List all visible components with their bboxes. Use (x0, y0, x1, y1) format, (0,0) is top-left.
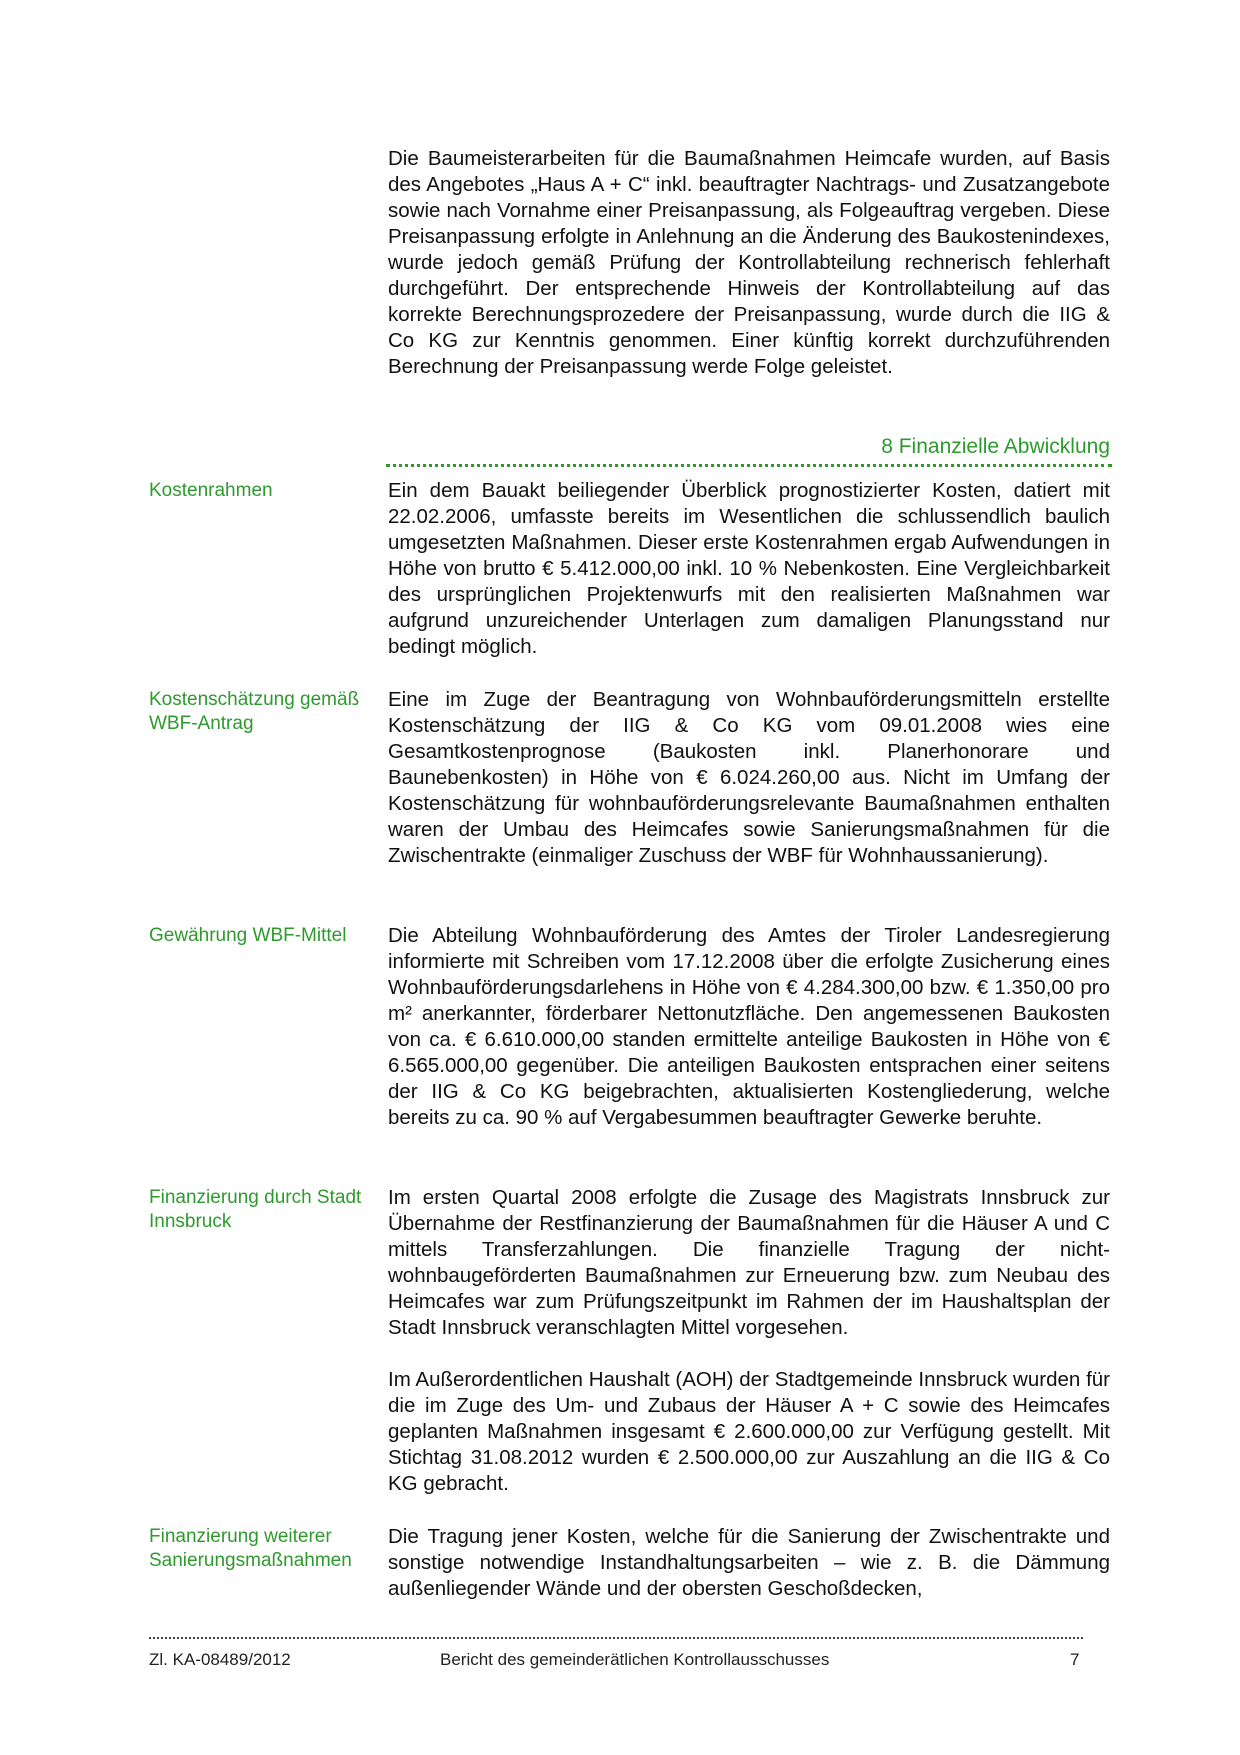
paragraph-aoh: Im Außerordentlichen Haushalt (AOH) der Stadtgemeinde Innsbruck wurden für die im Zuge des Um- und Zubaus der Häuser A + C sowie des Heimcafes geplanten Maßnahmen insgesamt € 2.600.000,00 zur Verfügung gestellt. Mit Stichtag 31.08.2012 wurden € 2.500.000,00 zur Auszahlung an die IIG & Co KG gebracht. (388, 1368, 1110, 1495)
section-divider (386, 464, 1112, 467)
footer-title: Bericht des gemeinderätlichen Kontrollausschusses (440, 1650, 830, 1669)
footer-reference: Zl. KA-08489/2012 (149, 1650, 291, 1669)
footer-divider (149, 1637, 1083, 1639)
paragraph-kostenschaetzung: Eine im Zuge der Beantragung von Wohnbauförderungsmitteln erstellte Kostenschätzung der IIG & Co KG vom 09.01.2008 wies eine Gesamtkostenprognose (Baukosten inkl. Planerhonorare und Baunebenkosten) in Höhe von € 6.024.260,00 aus. Nicht im Umfang der Kostenschätzung für wohnbauförderungsrelevante Baumaßnahmen enthalten waren der Umbau des Heimcafes sowie Sanierungsmaßnahmen für die Zwischentrakte (einmaliger Zuschuss der WBF für Wohnhaussanierung). (388, 688, 1110, 867)
paragraph-stadt-innsbruck: Im ersten Quartal 2008 erfolgte die Zusage des Magistrats Innsbruck zur Übernahme der Restfinanzierung der Baumaßnahmen für die Häuser A und C mittels Transferzahlungen. Die finanzielle Tragung der nicht-wohnbaugeförderten Baumaßnahmen zur Erneuerung bzw. zum Neubau des Heimcafes war zum Prüfungszeitpunkt im Rahmen der im Haushaltsplan der Stadt Innsbruck veranschlagten Mittel vorgesehen. (388, 1186, 1110, 1339)
margin-label-stadt-innsbruck: Finanzierung durch Stadt Innsbruck (149, 1187, 362, 1232)
margin-label-kostenschaetzung: Kostenschätzung gemäß WBF-Antrag (149, 689, 360, 734)
margin-label-sanierung: Finanzierung weiterer Sanierungsmaßnahmen (149, 1526, 352, 1571)
section-heading: 8 Finanzielle Abwicklung (881, 435, 1110, 458)
paragraph-kostenrahmen: Ein dem Bauakt beiliegender Überblick prognostizierter Kosten, datiert mit 22.02.2006, umfasste bereits im Wesentlichen die schlussendlich baulich umgesetzten Maßnahmen. Dieser erste Kostenrahmen ergab Aufwendungen in Höhe von brutto € 5.412.000,00 inkl. 10 % Nebenkosten. Eine Vergleichbarkeit des ursprünglichen Projektenwurfs mit den realisierten Maßnahmen war aufgrund unzureichender Unterlagen zum damaligen Planungsstand nur bedingt möglich. (388, 479, 1110, 658)
paragraph-wbf-mittel: Die Abteilung Wohnbauförderung des Amtes der Tiroler Landesregierung informierte mit Schreiben vom 17.12.2008 über die erfolgte Zusicherung eines Wohnbauförderungsdarlehens in Höhe von € 4.284.300,00 bzw. € 1.350,00 pro m² anerkannter, förderbarer Nettonutzfläche. Den angemessenen Baukosten von ca. € 6.610.000,00 standen ermittelte anteilige Baukosten in Höhe von € 6.565.000,00 gegenüber. Die anteiligen Baukosten entsprachen einer seitens der IIG & Co KG beigebrachten, aktualisierten Kostengliederung, welche bereits zu ca. 90 % auf Vergabesummen beauftragter Gewerke beruhte. (388, 924, 1110, 1129)
intro-paragraph: Die Baumeisterarbeiten für die Baumaßnahmen Heimcafe wurden, auf Basis des Angebotes „Haus A + C“ inkl. beauftragter Nachtrags- und Zusatzangebote sowie nach Vornahme einer Preisanpassung, als Folgeauftrag vergeben. Diese Preisanpassung erfolgte in Anlehnung an die Änderung des Baukostenindexes, wurde jedoch gemäß Prüfung der Kontrollabteilung rechnerisch fehlerhaft durchgeführt. Der entsprechende Hinweis der Kontrollabteilung auf das korrekte Berechnungsprozedere der Preisanpassung, wurde durch die IIG & Co KG zur Kenntnis genommen. Einer künftig korrekt durchzuführenden Berechnung der Preisanpassung werde Folge geleistet. (388, 147, 1110, 378)
paragraph-sanierung: Die Tragung jener Kosten, welche für die Sanierung der Zwischentrakte und sonstige notwendige Instandhaltungsarbeiten – wie z. B. die Dämmung außenliegender Wände und der obersten Geschoßdecken, (388, 1525, 1110, 1600)
page-number: 7 (1070, 1650, 1080, 1669)
margin-label-kostenrahmen: Kostenrahmen (149, 480, 273, 501)
margin-label-wbf-mittel: Gewährung WBF-Mittel (149, 925, 347, 946)
